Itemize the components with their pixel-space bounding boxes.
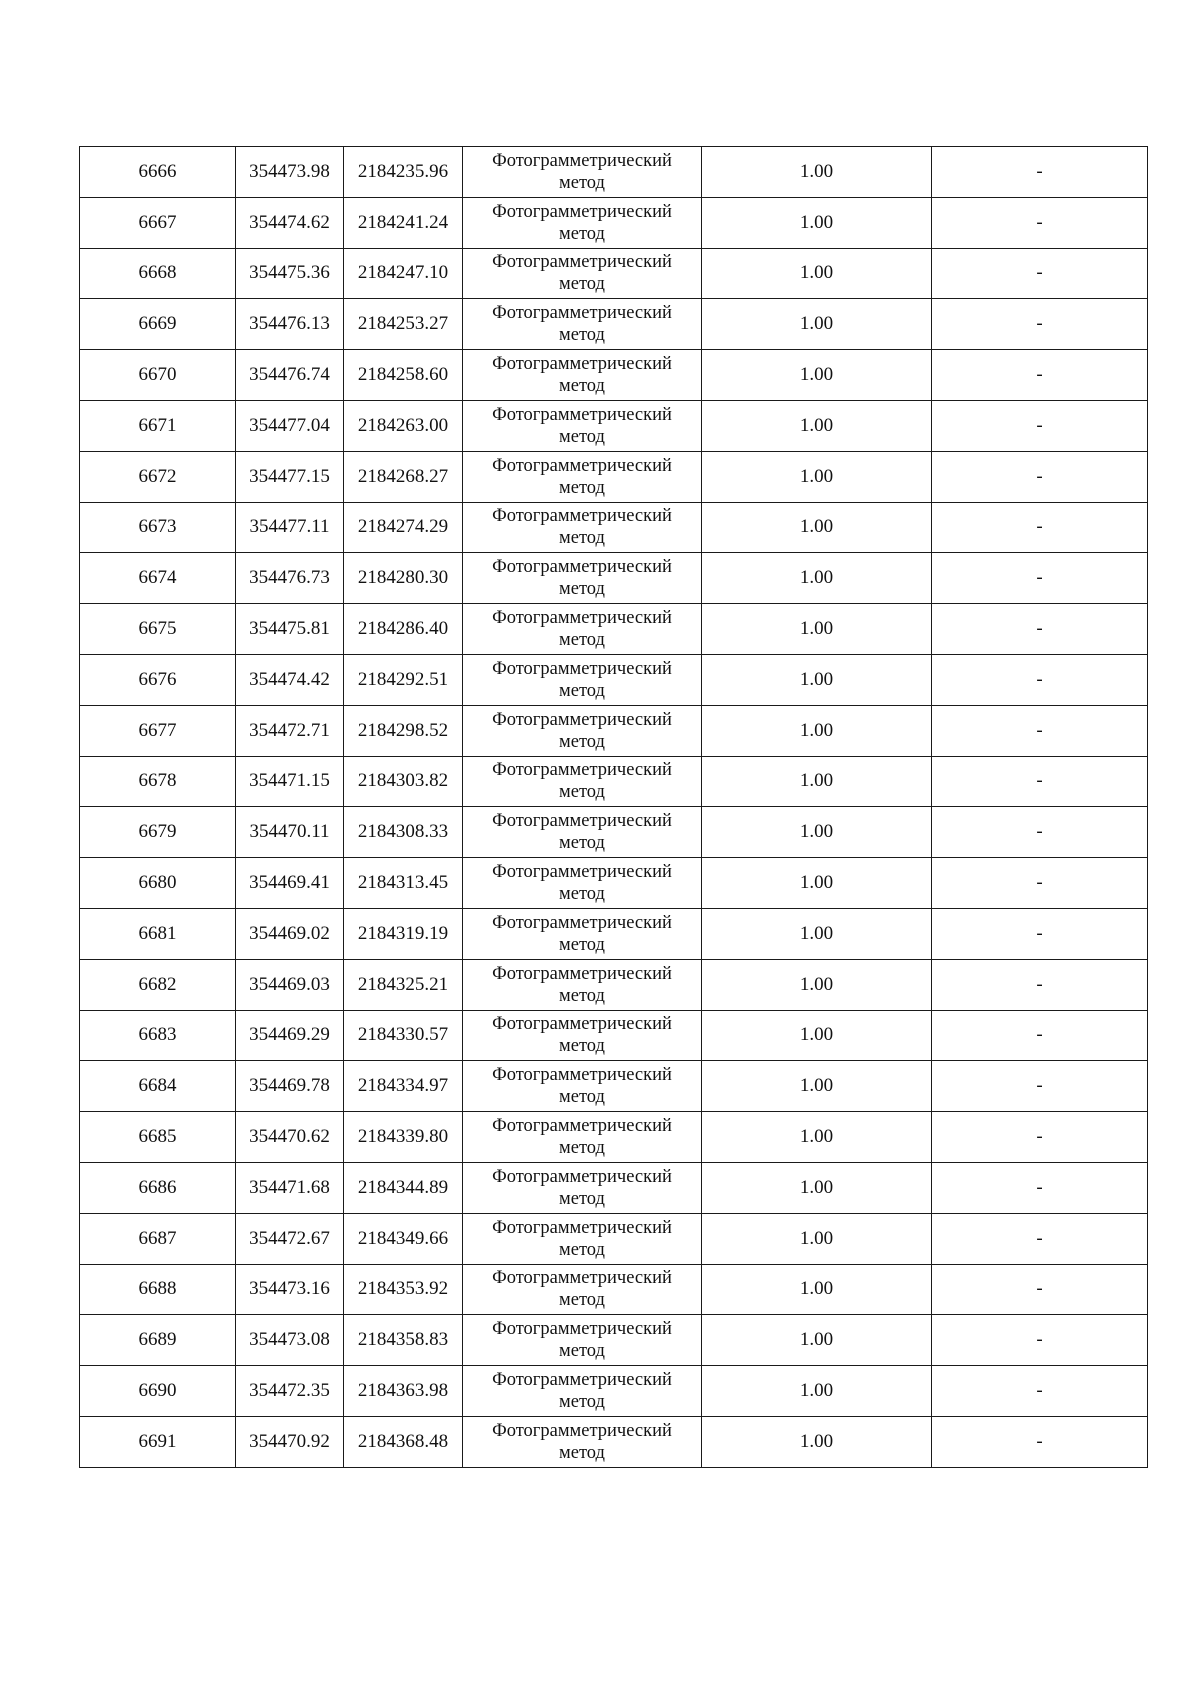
x-coordinate-cell: 354472.67 — [236, 1213, 344, 1264]
note-cell: - — [932, 858, 1148, 909]
x-coordinate-cell: 354472.35 — [236, 1366, 344, 1417]
point-number-cell: 6672 — [80, 451, 236, 502]
method-text-line: метод — [559, 833, 605, 854]
y-coordinate-cell: 2184263.00 — [344, 400, 463, 451]
x-coordinate-cell: 354473.98 — [236, 147, 344, 198]
method-text-line: Фотограмметрический — [492, 1116, 672, 1137]
note-cell: - — [932, 147, 1148, 198]
method-cell — [463, 1061, 702, 1112]
x-coordinate-cell: 354475.36 — [236, 248, 344, 299]
method-cell — [463, 1162, 702, 1213]
point-number-cell: 6687 — [80, 1213, 236, 1264]
method-text-line: метод — [559, 1290, 605, 1311]
point-number-cell: 6689 — [80, 1315, 236, 1366]
table-row — [80, 1112, 1148, 1163]
y-coordinate-cell: 2184330.57 — [344, 1010, 463, 1061]
point-number-cell: 6676 — [80, 654, 236, 705]
table-row — [80, 299, 1148, 350]
method-text-line: метод — [559, 1392, 605, 1413]
point-number-cell: 6667 — [80, 197, 236, 248]
table-row — [80, 147, 1148, 198]
note-cell: - — [932, 1112, 1148, 1163]
x-coordinate-cell: 354471.15 — [236, 756, 344, 807]
method-text-line: Фотограмметрический — [492, 709, 672, 730]
accuracy-cell: 1.00 — [702, 400, 932, 451]
accuracy-cell: 1.00 — [702, 705, 932, 756]
table-row — [80, 451, 1148, 502]
x-coordinate-cell: 354470.92 — [236, 1416, 344, 1467]
point-number-cell: 6668 — [80, 248, 236, 299]
method-cell — [463, 502, 702, 553]
method-text-line: Фотограмметрический — [492, 303, 672, 324]
x-coordinate-cell: 354474.62 — [236, 197, 344, 248]
point-number-cell: 6682 — [80, 959, 236, 1010]
point-number-cell: 6679 — [80, 807, 236, 858]
table-row — [80, 350, 1148, 401]
accuracy-cell: 1.00 — [702, 197, 932, 248]
point-number-cell: 6677 — [80, 705, 236, 756]
method-cell — [463, 908, 702, 959]
method-text-line: метод — [559, 1188, 605, 1209]
y-coordinate-cell: 2184298.52 — [344, 705, 463, 756]
x-coordinate-cell: 354471.68 — [236, 1162, 344, 1213]
method-text-line: метод — [559, 528, 605, 549]
method-cell — [463, 1366, 702, 1417]
point-number-cell: 6691 — [80, 1416, 236, 1467]
table-row — [80, 1061, 1148, 1112]
method-text-line: Фотограмметрический — [492, 658, 672, 679]
method-text-line: Фотограмметрический — [492, 252, 672, 273]
x-coordinate-cell: 354477.11 — [236, 502, 344, 553]
point-number-cell: 6685 — [80, 1112, 236, 1163]
accuracy-cell: 1.00 — [702, 1315, 932, 1366]
table-row — [80, 1010, 1148, 1061]
note-cell: - — [932, 553, 1148, 604]
method-cell — [463, 1213, 702, 1264]
method-text-line: Фотограмметрический — [492, 862, 672, 883]
table-row — [80, 197, 1148, 248]
x-coordinate-cell: 354470.62 — [236, 1112, 344, 1163]
x-coordinate-cell: 354477.04 — [236, 400, 344, 451]
point-number-cell: 6683 — [80, 1010, 236, 1061]
method-text-line: Фотограмметрический — [492, 455, 672, 476]
method-text-line: Фотограмметрический — [492, 811, 672, 832]
method-cell — [463, 756, 702, 807]
method-cell — [463, 604, 702, 655]
note-cell: - — [932, 756, 1148, 807]
accuracy-cell: 1.00 — [702, 553, 932, 604]
accuracy-cell: 1.00 — [702, 1162, 932, 1213]
accuracy-cell: 1.00 — [702, 756, 932, 807]
y-coordinate-cell: 2184339.80 — [344, 1112, 463, 1163]
accuracy-cell: 1.00 — [702, 1264, 932, 1315]
x-coordinate-cell: 354475.81 — [236, 604, 344, 655]
x-coordinate-cell: 354469.02 — [236, 908, 344, 959]
x-coordinate-cell: 354472.71 — [236, 705, 344, 756]
note-cell: - — [932, 400, 1148, 451]
method-cell — [463, 350, 702, 401]
y-coordinate-cell: 2184308.33 — [344, 807, 463, 858]
method-text-line: метод — [559, 579, 605, 600]
y-coordinate-cell: 2184303.82 — [344, 756, 463, 807]
method-text-line: метод — [559, 172, 605, 193]
method-cell — [463, 147, 702, 198]
accuracy-cell: 1.00 — [702, 350, 932, 401]
table-row — [80, 908, 1148, 959]
point-number-cell: 6674 — [80, 553, 236, 604]
method-cell — [463, 400, 702, 451]
coordinates-table — [79, 146, 1148, 1468]
x-coordinate-cell: 354473.08 — [236, 1315, 344, 1366]
y-coordinate-cell: 2184325.21 — [344, 959, 463, 1010]
method-text-line: Фотограмметрический — [492, 557, 672, 578]
x-coordinate-cell: 354469.03 — [236, 959, 344, 1010]
method-text-line: метод — [559, 1087, 605, 1108]
table-row — [80, 248, 1148, 299]
accuracy-cell: 1.00 — [702, 1112, 932, 1163]
y-coordinate-cell: 2184247.10 — [344, 248, 463, 299]
method-cell — [463, 299, 702, 350]
point-number-cell: 6688 — [80, 1264, 236, 1315]
table-row — [80, 705, 1148, 756]
method-text-line: Фотограмметрический — [492, 1268, 672, 1289]
note-cell: - — [932, 248, 1148, 299]
accuracy-cell: 1.00 — [702, 858, 932, 909]
y-coordinate-cell: 2184363.98 — [344, 1366, 463, 1417]
method-text-line: Фотограмметрический — [492, 201, 672, 222]
method-text-line: Фотограмметрический — [492, 1370, 672, 1391]
accuracy-cell: 1.00 — [702, 248, 932, 299]
accuracy-cell: 1.00 — [702, 147, 932, 198]
method-cell — [463, 248, 702, 299]
accuracy-cell: 1.00 — [702, 908, 932, 959]
point-number-cell: 6690 — [80, 1366, 236, 1417]
method-cell — [463, 1416, 702, 1467]
method-text-line: метод — [559, 274, 605, 295]
point-number-cell: 6686 — [80, 1162, 236, 1213]
y-coordinate-cell: 2184344.89 — [344, 1162, 463, 1213]
accuracy-cell: 1.00 — [702, 807, 932, 858]
y-coordinate-cell: 2184334.97 — [344, 1061, 463, 1112]
y-coordinate-cell: 2184319.19 — [344, 908, 463, 959]
table-row — [80, 400, 1148, 451]
note-cell: - — [932, 502, 1148, 553]
method-cell — [463, 705, 702, 756]
table-row — [80, 1315, 1148, 1366]
method-text-line: метод — [559, 1239, 605, 1260]
method-text-line: метод — [559, 426, 605, 447]
y-coordinate-cell: 2184241.24 — [344, 197, 463, 248]
table-row — [80, 959, 1148, 1010]
y-coordinate-cell: 2184286.40 — [344, 604, 463, 655]
note-cell: - — [932, 705, 1148, 756]
y-coordinate-cell: 2184353.92 — [344, 1264, 463, 1315]
method-text-line: метод — [559, 376, 605, 397]
method-text-line: Фотограмметрический — [492, 404, 672, 425]
method-text-line: Фотограмметрический — [492, 1014, 672, 1035]
point-number-cell: 6670 — [80, 350, 236, 401]
y-coordinate-cell: 2184368.48 — [344, 1416, 463, 1467]
x-coordinate-cell: 354477.15 — [236, 451, 344, 502]
note-cell: - — [932, 1010, 1148, 1061]
method-text-line: Фотограмметрический — [492, 506, 672, 527]
note-cell: - — [932, 451, 1148, 502]
x-coordinate-cell: 354469.29 — [236, 1010, 344, 1061]
note-cell: - — [932, 1315, 1148, 1366]
accuracy-cell: 1.00 — [702, 299, 932, 350]
method-cell — [463, 858, 702, 909]
y-coordinate-cell: 2184313.45 — [344, 858, 463, 909]
method-text-line: метод — [559, 477, 605, 498]
x-coordinate-cell: 354476.13 — [236, 299, 344, 350]
note-cell: - — [932, 1416, 1148, 1467]
table-row — [80, 756, 1148, 807]
y-coordinate-cell: 2184268.27 — [344, 451, 463, 502]
accuracy-cell: 1.00 — [702, 502, 932, 553]
method-cell — [463, 1112, 702, 1163]
note-cell: - — [932, 959, 1148, 1010]
accuracy-cell: 1.00 — [702, 1213, 932, 1264]
table-row — [80, 502, 1148, 553]
table-row — [80, 1213, 1148, 1264]
table-row — [80, 1162, 1148, 1213]
point-number-cell: 6681 — [80, 908, 236, 959]
method-text-line: метод — [559, 1442, 605, 1463]
note-cell: - — [932, 1213, 1148, 1264]
x-coordinate-cell: 354474.42 — [236, 654, 344, 705]
method-text-line: Фотограмметрический — [492, 354, 672, 375]
method-cell — [463, 197, 702, 248]
method-text-line: Фотограмметрический — [492, 912, 672, 933]
method-text-line: метод — [559, 1341, 605, 1362]
note-cell: - — [932, 1264, 1148, 1315]
x-coordinate-cell: 354473.16 — [236, 1264, 344, 1315]
method-cell — [463, 807, 702, 858]
point-number-cell: 6673 — [80, 502, 236, 553]
y-coordinate-cell: 2184292.51 — [344, 654, 463, 705]
accuracy-cell: 1.00 — [702, 654, 932, 705]
method-cell — [463, 1315, 702, 1366]
note-cell: - — [932, 908, 1148, 959]
x-coordinate-cell: 354469.41 — [236, 858, 344, 909]
coordinates-table-body — [80, 147, 1148, 1468]
accuracy-cell: 1.00 — [702, 1366, 932, 1417]
note-cell: - — [932, 350, 1148, 401]
note-cell: - — [932, 197, 1148, 248]
method-text-line: метод — [559, 1138, 605, 1159]
table-row — [80, 1366, 1148, 1417]
method-text-line: Фотограмметрический — [492, 1065, 672, 1086]
method-text-line: метод — [559, 680, 605, 701]
method-cell — [463, 959, 702, 1010]
method-text-line: метод — [559, 1036, 605, 1057]
point-number-cell: 6678 — [80, 756, 236, 807]
y-coordinate-cell: 2184274.29 — [344, 502, 463, 553]
note-cell: - — [932, 299, 1148, 350]
x-coordinate-cell: 354476.74 — [236, 350, 344, 401]
point-number-cell: 6675 — [80, 604, 236, 655]
method-text-line: Фотограмметрический — [492, 150, 672, 171]
method-text-line: Фотограмметрический — [492, 760, 672, 781]
method-cell — [463, 451, 702, 502]
method-text-line: Фотограмметрический — [492, 963, 672, 984]
method-text-line: метод — [559, 630, 605, 651]
note-cell: - — [932, 604, 1148, 655]
x-coordinate-cell: 354470.11 — [236, 807, 344, 858]
table-row — [80, 654, 1148, 705]
y-coordinate-cell: 2184349.66 — [344, 1213, 463, 1264]
method-text-line: Фотограмметрический — [492, 1217, 672, 1238]
method-text-line: метод — [559, 934, 605, 955]
method-text-line: Фотограмметрический — [492, 1166, 672, 1187]
table-row — [80, 604, 1148, 655]
table-row — [80, 807, 1148, 858]
note-cell: - — [932, 1061, 1148, 1112]
table-row — [80, 858, 1148, 909]
point-number-cell: 6684 — [80, 1061, 236, 1112]
method-text-line: метод — [559, 985, 605, 1006]
method-cell — [463, 1010, 702, 1061]
point-number-cell: 6666 — [80, 147, 236, 198]
accuracy-cell: 1.00 — [702, 451, 932, 502]
table-row — [80, 1416, 1148, 1467]
method-text-line: Фотограмметрический — [492, 1420, 672, 1441]
method-cell — [463, 654, 702, 705]
method-cell — [463, 553, 702, 604]
note-cell: - — [932, 1162, 1148, 1213]
y-coordinate-cell: 2184258.60 — [344, 350, 463, 401]
y-coordinate-cell: 2184235.96 — [344, 147, 463, 198]
point-number-cell: 6669 — [80, 299, 236, 350]
table-row — [80, 1264, 1148, 1315]
note-cell: - — [932, 1366, 1148, 1417]
method-text-line: метод — [559, 325, 605, 346]
point-number-cell: 6680 — [80, 858, 236, 909]
method-text-line: метод — [559, 782, 605, 803]
x-coordinate-cell: 354469.78 — [236, 1061, 344, 1112]
method-text-line: Фотограмметрический — [492, 608, 672, 629]
note-cell: - — [932, 807, 1148, 858]
accuracy-cell: 1.00 — [702, 1416, 932, 1467]
y-coordinate-cell: 2184280.30 — [344, 553, 463, 604]
method-text-line: метод — [559, 223, 605, 244]
accuracy-cell: 1.00 — [702, 1061, 932, 1112]
accuracy-cell: 1.00 — [702, 1010, 932, 1061]
method-text-line: метод — [559, 884, 605, 905]
method-text-line: Фотограмметрический — [492, 1319, 672, 1340]
table-row — [80, 553, 1148, 604]
method-cell — [463, 1264, 702, 1315]
note-cell: - — [932, 654, 1148, 705]
y-coordinate-cell: 2184358.83 — [344, 1315, 463, 1366]
x-coordinate-cell: 354476.73 — [236, 553, 344, 604]
accuracy-cell: 1.00 — [702, 959, 932, 1010]
point-number-cell: 6671 — [80, 400, 236, 451]
y-coordinate-cell: 2184253.27 — [344, 299, 463, 350]
method-text-line: метод — [559, 731, 605, 752]
accuracy-cell: 1.00 — [702, 604, 932, 655]
